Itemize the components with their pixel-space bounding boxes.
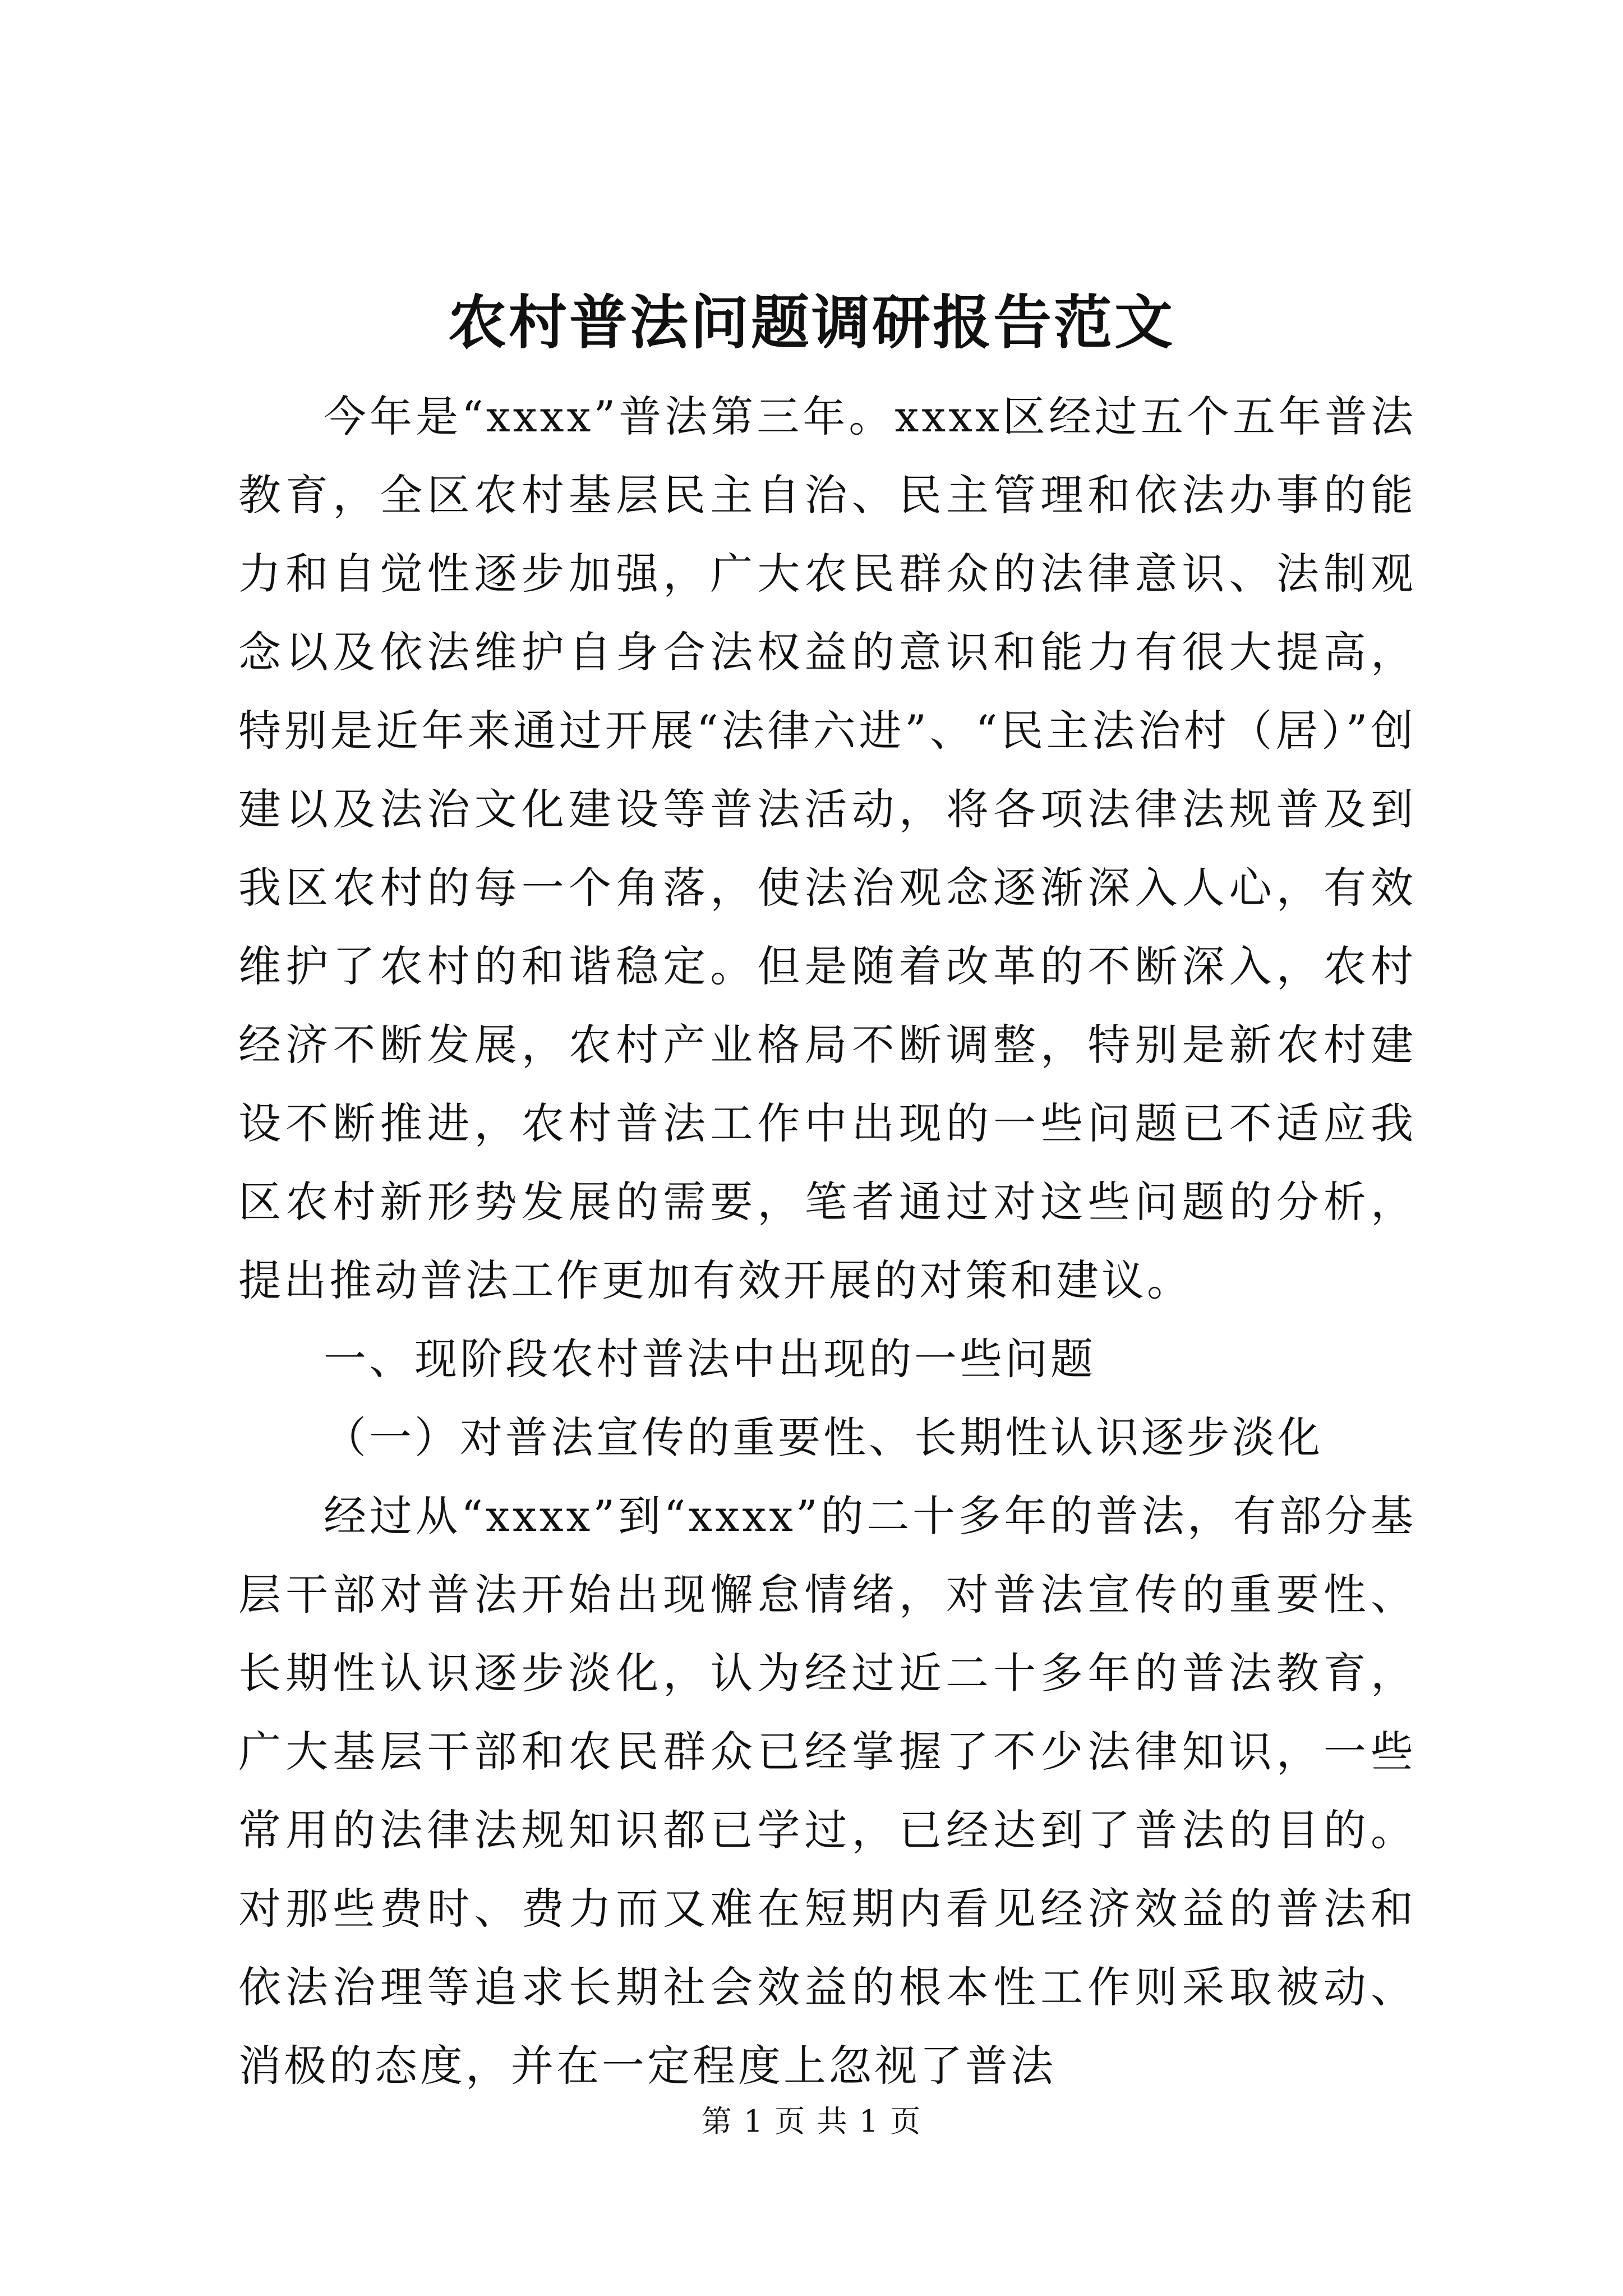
document-body <box>238 378 1416 2105</box>
document-title: 农村普法问题调研报告范文 <box>448 288 1175 357</box>
paragraph-body: 经过从“xxxx”到“xxxx”的二十多年的普法，有部分基层干部对普法开始出现懈怠情绪，对普法宣传的重要性、长期性认识逐步淡化，认为经过近二十多年的普法教育，广大基层干部和农民群众已经掌握了不少法律知识，一些常用的法律法规知识都已学过，已经达到了普法的目的。对那些费时、费力而又难在短期内看见经济效益的普法和依法治理等追求长期社会效益的根本性工作则采取被动、消极的态度，并在一定程度上忽视了普法 <box>238 1491 1416 2091</box>
paragraph-intro: 今年是“xxxx”普法第三年。xxxx区经过五个五年普法教育，全区农村基层民主自治、民主管理和依法办事的能力和自觉性逐步加强，广大农民群众的法律意识、法制观念以及依法维护自身合法权益的意识和能力有很大提高，特别是近年来通过开展“法律六进”、“民主法治村（居）”创建以及法治文化建设等普法活动，将各项法律法规普及到我区农村的每一个角落，使法治观念逐渐深入人心，有效维护了农村的和谐稳定。但是随着改革的不断深入，农村经济不断发展，农村产业格局不断调整，特别是新农村建设不断推进，农村普法工作中出现的一些问题已不适应我区农村新形势发展的需要，笔者通过对这些问题的分析，提出推动普法工作更加有效开展的对策和建议。 <box>238 392 1416 1305</box>
section-heading: 一、现阶段农村普法中出现的一些问题 <box>324 1334 1096 1384</box>
page-footer: 第 1 页 共 1 页 <box>701 2104 922 2139</box>
subsection-heading: （一）对普法宣传的重要性、长期性认识逐步淡化 <box>324 1412 1323 1462</box>
